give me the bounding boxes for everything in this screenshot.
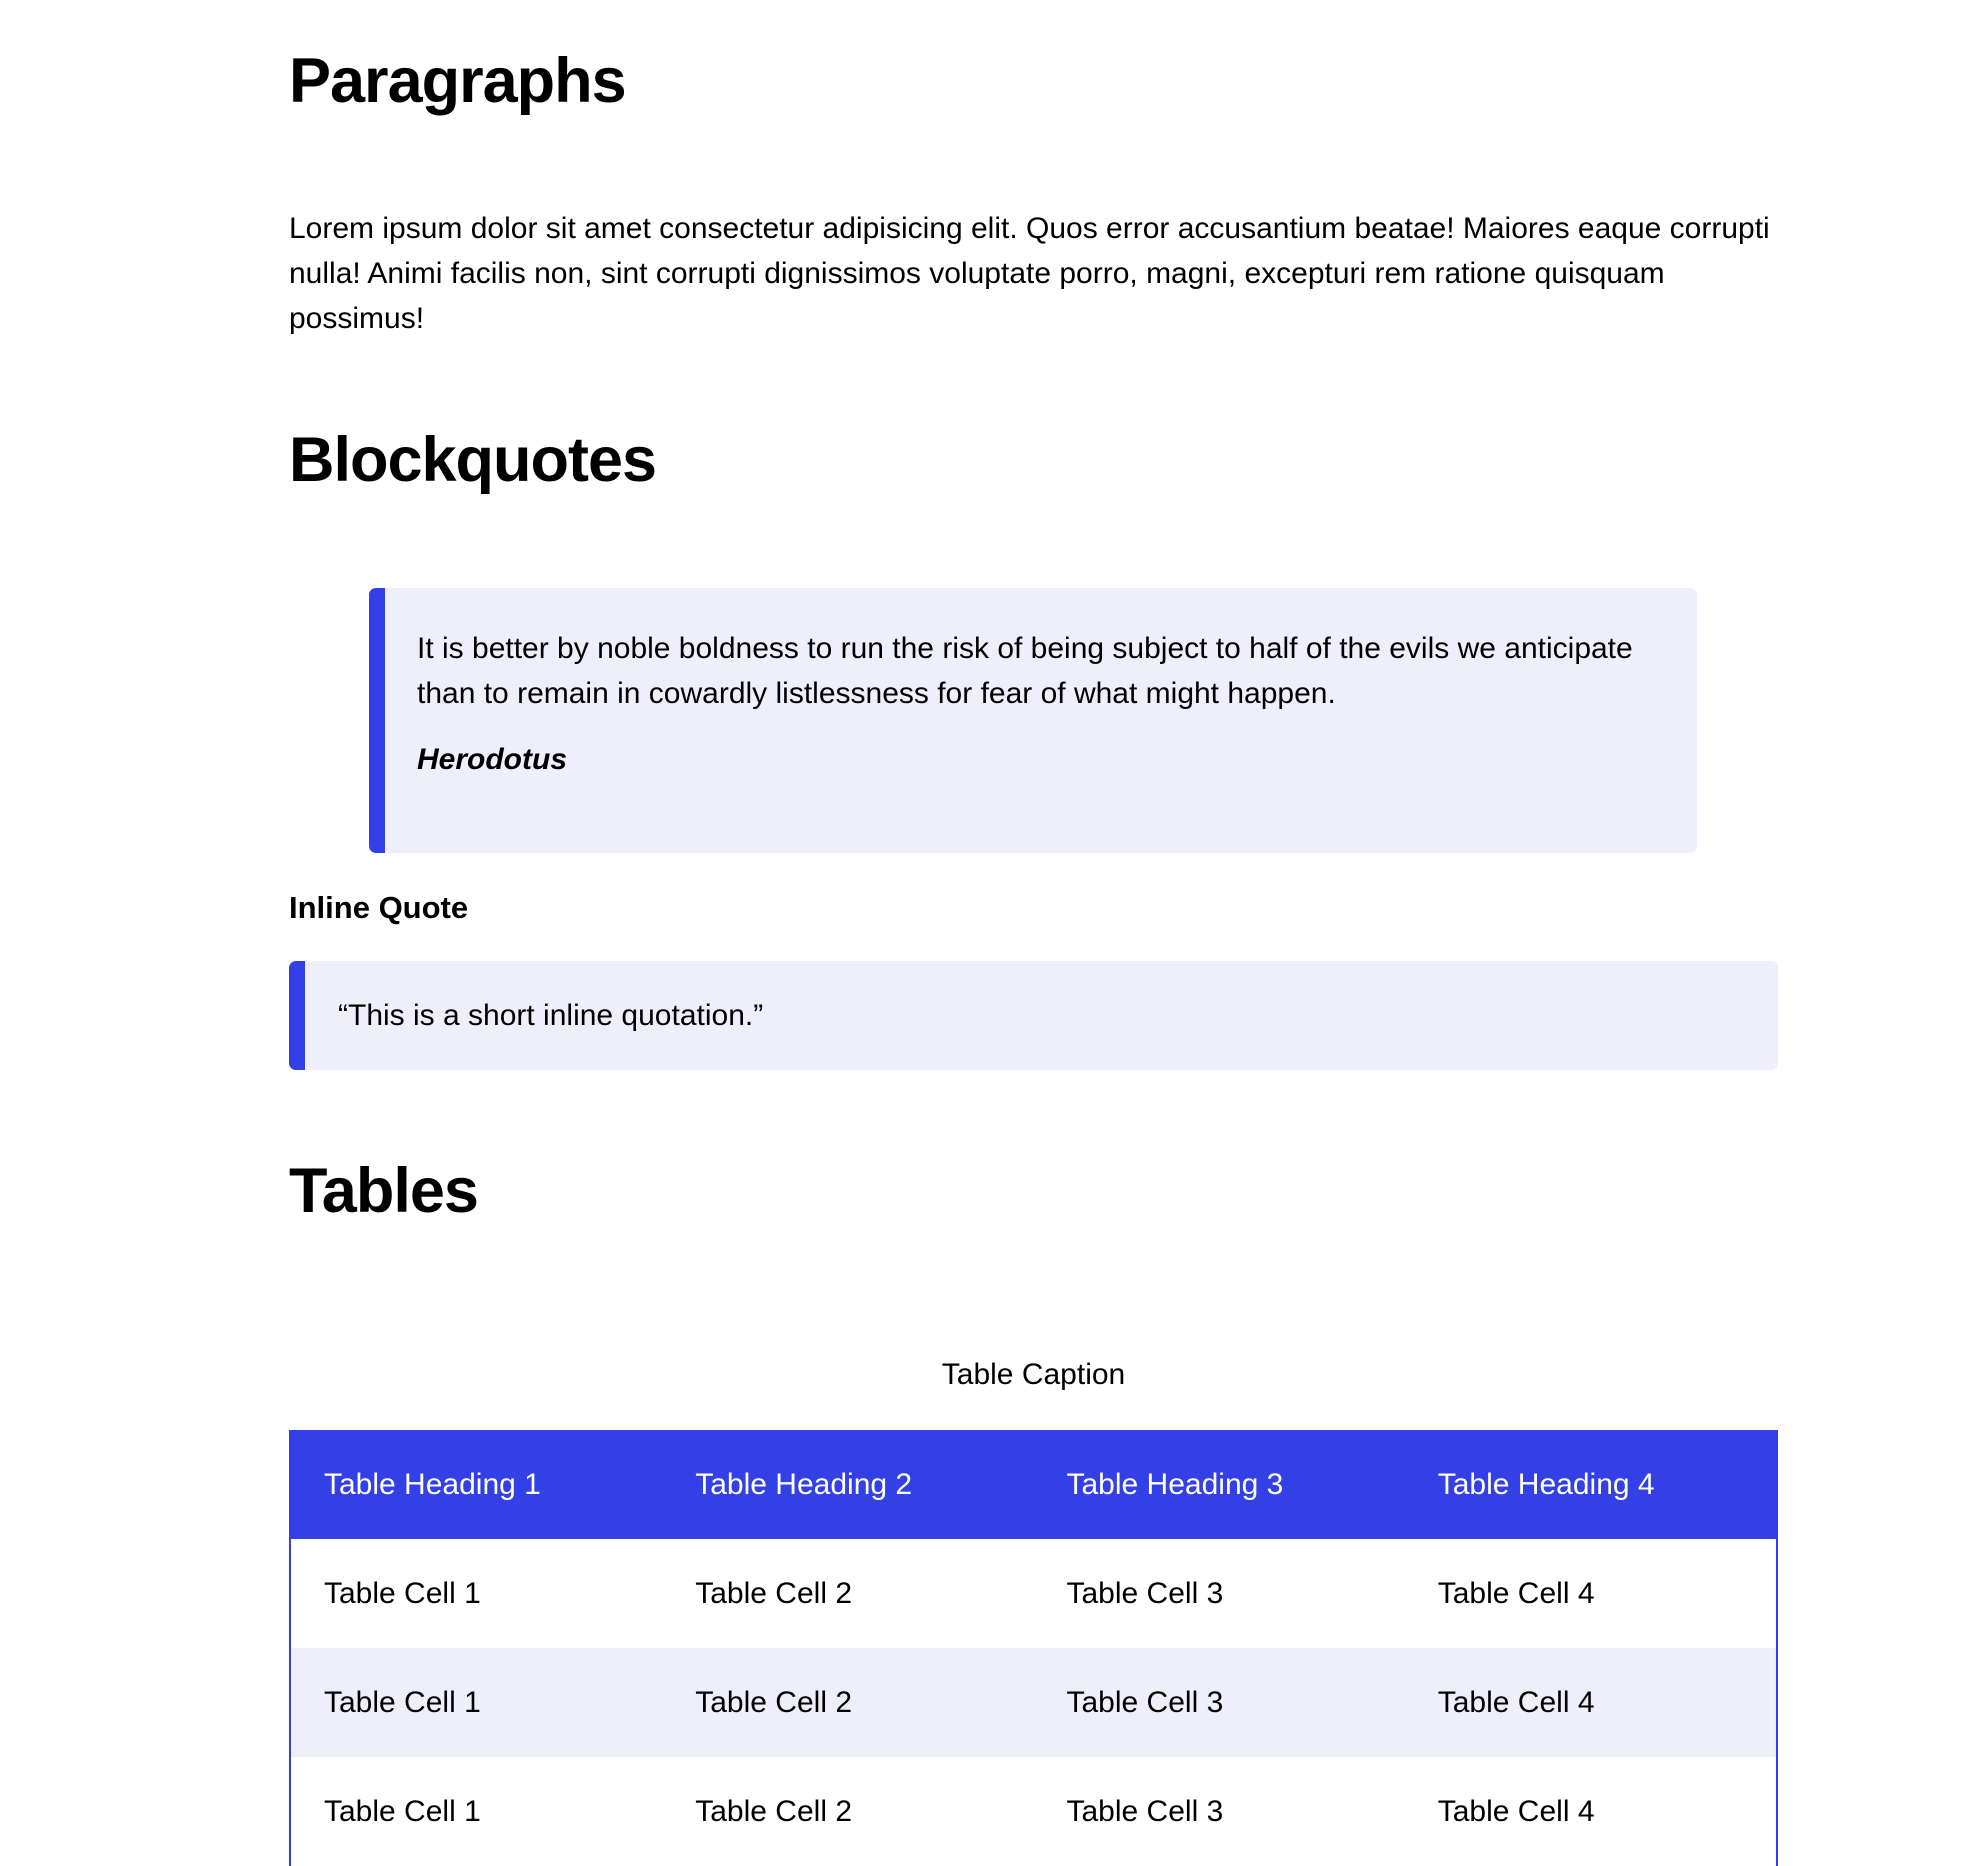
paragraph-text: Lorem ipsum dolor sit amet consectetur adipisicing elit. Quos error accusantium beatae! Maiores eaque corrupti nulla! Animi facilis non, sint corrupti dignissimos voluptate porro, magni, excepturi rem ratione quisquam possimus! — [289, 212, 1770, 335]
table-row — [291, 1648, 1776, 1757]
table-cell: Table Cell 3 — [1034, 1757, 1405, 1866]
table-heading-4: Table Heading 4 — [1405, 1430, 1776, 1539]
blockquote — [369, 588, 1697, 853]
blockquote-cite: Herodotus — [417, 743, 567, 776]
table-cell: Table Cell 2 — [662, 1539, 1033, 1648]
table-cell: Table Cell 4 — [1405, 1539, 1776, 1648]
tables-heading: Tables — [289, 1156, 478, 1226]
table-heading-3: Table Heading 3 — [1034, 1430, 1405, 1539]
table-cell: Table Cell 2 — [662, 1757, 1033, 1866]
table-cell: Table Cell 4 — [1405, 1648, 1776, 1757]
table-header-row — [291, 1430, 1776, 1539]
table-heading-2: Table Heading 2 — [662, 1430, 1033, 1539]
data-table-wrapper — [289, 1430, 1778, 1866]
inline-quote-text: “This is a short inline quotation.” — [338, 998, 764, 1032]
inline-quote-heading: Inline Quote — [289, 890, 469, 925]
blockquote-text: It is better by noble boldness to run the risk of being subject to half of the evils we anticipate than to remain in cowardly listlessness for fear of what might happen. — [417, 632, 1633, 710]
inline-quote — [289, 961, 1778, 1070]
table-cell: Table Cell 2 — [662, 1648, 1033, 1757]
table-cell: Table Cell 4 — [1405, 1757, 1776, 1866]
table-cell: Table Cell 3 — [1034, 1648, 1405, 1757]
table-row — [291, 1539, 1776, 1648]
table-caption: Table Caption — [941, 1358, 1126, 1391]
table-cell: Table Cell 1 — [291, 1648, 662, 1757]
table-cell: Table Cell 1 — [291, 1757, 662, 1866]
table-cell: Table Cell 1 — [291, 1539, 662, 1648]
table-cell: Table Cell 3 — [1034, 1539, 1405, 1648]
blockquotes-heading: Blockquotes — [289, 425, 657, 495]
data-table — [291, 1430, 1776, 1866]
table-heading-1: Table Heading 1 — [291, 1430, 662, 1539]
paragraphs-heading: Paragraphs — [289, 46, 626, 116]
